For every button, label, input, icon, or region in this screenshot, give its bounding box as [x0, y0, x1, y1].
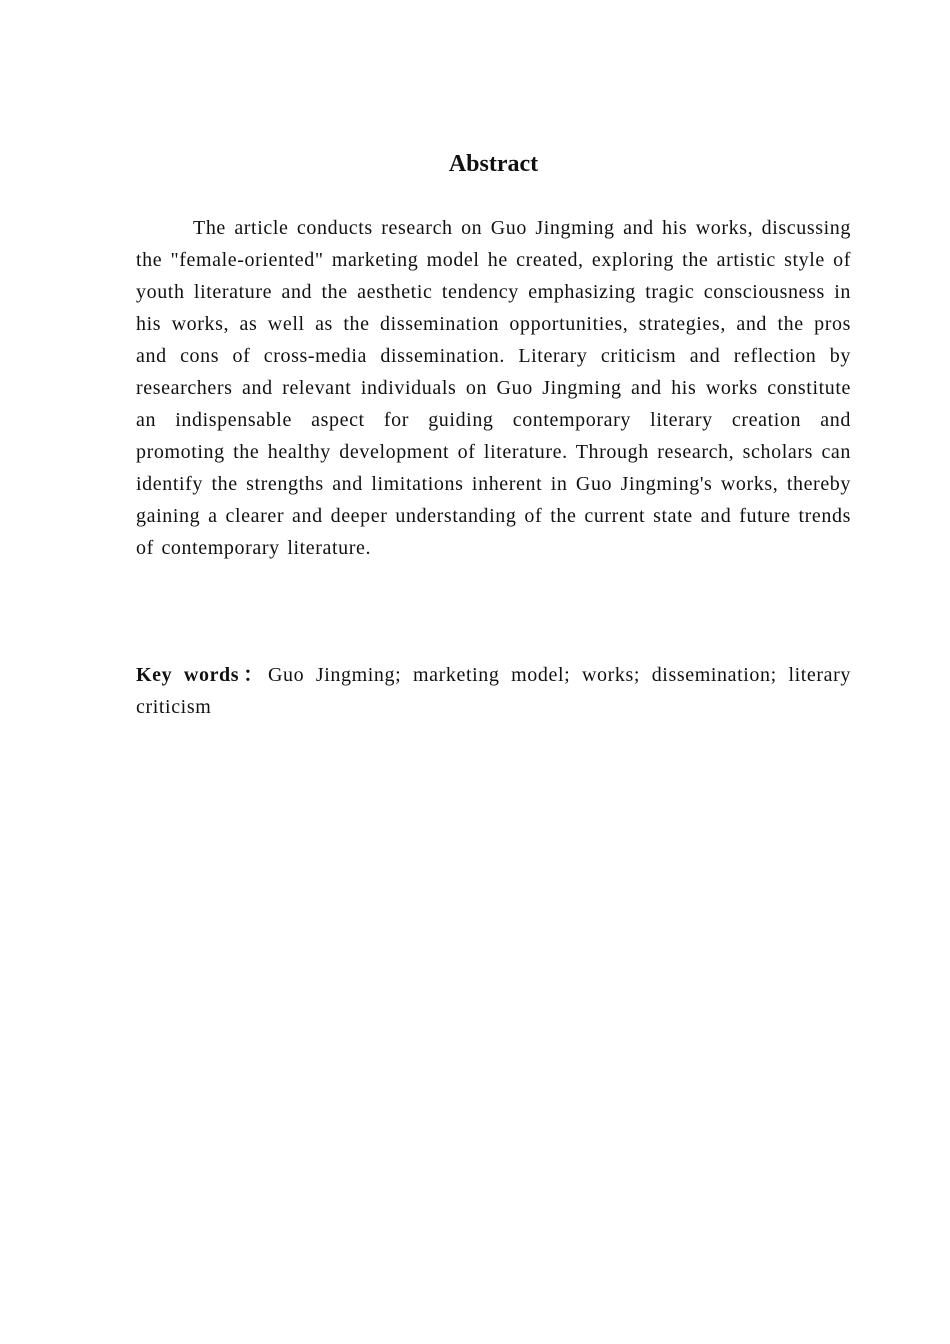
- abstract-paragraph: The article conducts research on Guo Jingming and his works, discussing the "female-oriented" marketing model he created, exploring the artistic style of youth literature and the aesthetic tendency emphasizing tragic consciousness in his works, as well as the dissemination opportunities, strategies, and the pros and cons of cross-media dissemination. Literary criticism and reflection by researchers and relevant individuals on Guo Jingming and his works constitute an indispensable aspect for guiding contemporary literary creation and promoting the healthy development of literature. Through research, scholars can identify the strengths and limitations inherent in Guo Jingming's works, thereby gaining a clearer and deeper understanding of the current state and future trends of contemporary literature.: [136, 217, 851, 559]
- keywords-text: Guo Jingming; marketing model; works; dissemination; literary criticism: [136, 664, 851, 718]
- keywords-line: [136, 659, 851, 723]
- abstract-heading: Abstract: [448, 151, 539, 177]
- keywords-label: Key words：: [136, 664, 268, 686]
